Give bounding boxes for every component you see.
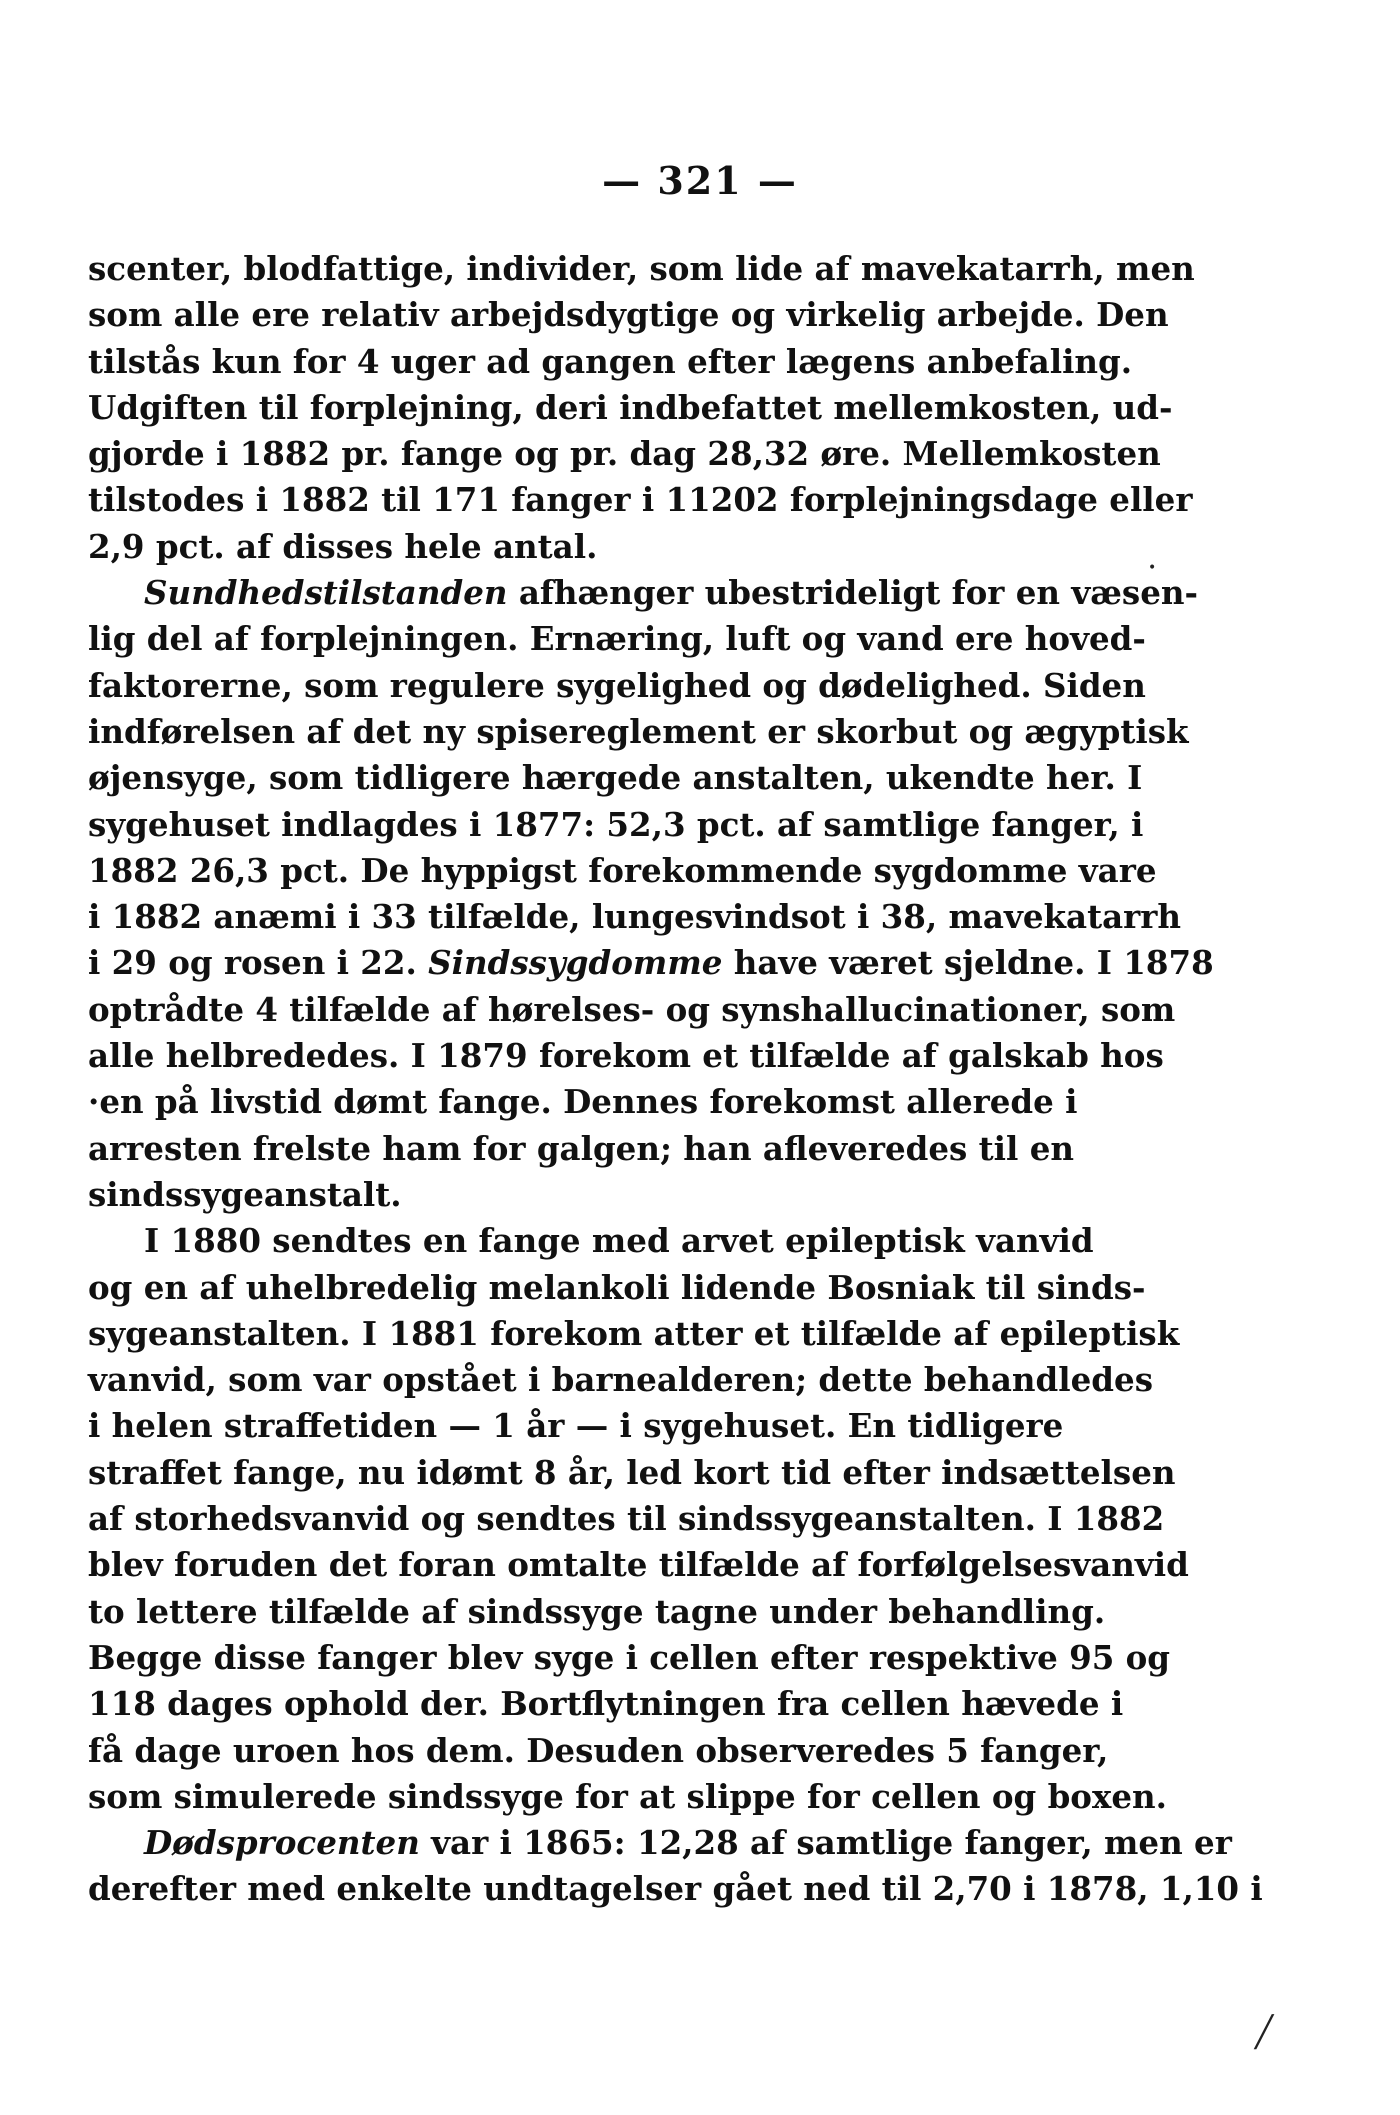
italic-term: Sundhedstilstanden (144, 573, 508, 613)
text-line: Sundhedstilstanden afhænger ubestrideligt for en væsen- (144, 573, 1198, 613)
text-line: og en af uhelbredelig melankoli lidende Bosniak til sinds- (88, 1267, 1146, 1307)
text-line: Udgiften til forplejning, deri indbefattet mellemkosten, ud- (88, 387, 1173, 427)
text-line: vanvid, som var opstået i barnealderen; dette behandledes (88, 1360, 1153, 1400)
text-line: øjensyge, som tidligere hærgede anstalten, ukendte her. I (88, 758, 1143, 798)
text-line: ·en på livstid dømt fange. Dennes forekomst allerede i (88, 1082, 1078, 1122)
text-line: faktorerne, som regulere sygelighed og dødelighed. Siden (88, 665, 1146, 705)
text-line: blev foruden det foran omtalte tilfælde af forfølgelsesvanvid (88, 1545, 1189, 1585)
body-text (88, 246, 1263, 1913)
text-line: tilstås kun for 4 uger ad gangen efter lægens anbefaling. (88, 341, 1133, 381)
text-line: derefter med enkelte undtagelser gået ned til 2,70 i 1878, 1,10 i (88, 1869, 1263, 1909)
text-line: sindssygeanstalt. (88, 1174, 402, 1214)
text-line: som alle ere relativ arbejdsdygtige og virkelig arbejde. Den (88, 295, 1169, 335)
text-line: lig del af forplejningen. Ernæring, luft og vand ere hoved- (88, 619, 1146, 659)
text-line: arresten frelste ham for galgen; han afleveredes til en (88, 1128, 1074, 1168)
text-line: Begge disse fanger blev syge i cellen efter respektive 95 og (88, 1637, 1171, 1677)
text-line: scenter, blodfattige, individer, som lide af mavekatarrh, men (88, 249, 1195, 288)
text-line: i 29 og rosen i 22. Sindssygdomme have været sjeldne. I 1878 (88, 943, 1214, 983)
text-line: indførelsen af det ny spisereglement er skorbut og ægyptisk (88, 711, 1189, 751)
text-line: sygeanstalten. I 1881 forekom atter et tilfælde af epileptisk (88, 1313, 1180, 1353)
text-line: 1882 26,3 pct. De hyppigst forekommende sygdomme vare (88, 850, 1157, 890)
text-line: alle helbrededes. I 1879 forekom et tilfælde af galskab hos (88, 1036, 1164, 1076)
text-line: tilstodes i 1882 til 171 fanger i 11202 forplejningsdage eller (88, 480, 1193, 520)
text-line: i 1882 anæmi i 33 tilfælde, lungesvindsot i 38, mavekatarrh (88, 897, 1182, 937)
text-line: straffet fange, nu idømt 8 år, led kort tid efter indsættelsen (88, 1452, 1176, 1492)
text-line: få dage uroen hos dem. Desuden observeredes 5 fanger, (88, 1730, 1109, 1770)
text-line: optrådte 4 tilfælde af hørelses- og synshallucinationer, som (88, 989, 1176, 1029)
text-line: Dødsprocenten var i 1865: 12,28 af samtlige fanger, men er (144, 1823, 1232, 1863)
text-line: af storhedsvanvid og sendtes til sindssygeanstalten. I 1882 (88, 1499, 1165, 1539)
page-number: — 321 — (602, 158, 798, 203)
italic-term: Dødsprocenten (144, 1823, 420, 1863)
text-line: i helen straffetiden — 1 år — i sygehuset. En tidligere (88, 1406, 1064, 1446)
text-line: to lettere tilfælde af sindssyge tagne under behandling. (88, 1591, 1106, 1631)
text-line: som simulerede sindssyge for at slippe for cellen og boxen. (88, 1776, 1167, 1816)
text-line: 118 dages ophold der. Bortflytningen fra cellen hævede i (88, 1684, 1124, 1724)
text-line: gjorde i 1882 pr. fange og pr. dag 28,32 øre. Mellemkosten (88, 434, 1161, 474)
text-line: I 1880 sendtes en fange med arvet epileptisk vanvid (144, 1221, 1094, 1261)
text-line: 2,9 pct. af disses hele antal. (88, 526, 598, 566)
italic-term: Sindssygdomme (428, 943, 723, 983)
stray-mark-icon: ╱ (1255, 2015, 1274, 2050)
dot-mark-icon: • (1148, 560, 1157, 576)
text-line: sygehuset indlagdes i 1877: 52,3 pct. af samtlige fanger, i (88, 804, 1144, 844)
